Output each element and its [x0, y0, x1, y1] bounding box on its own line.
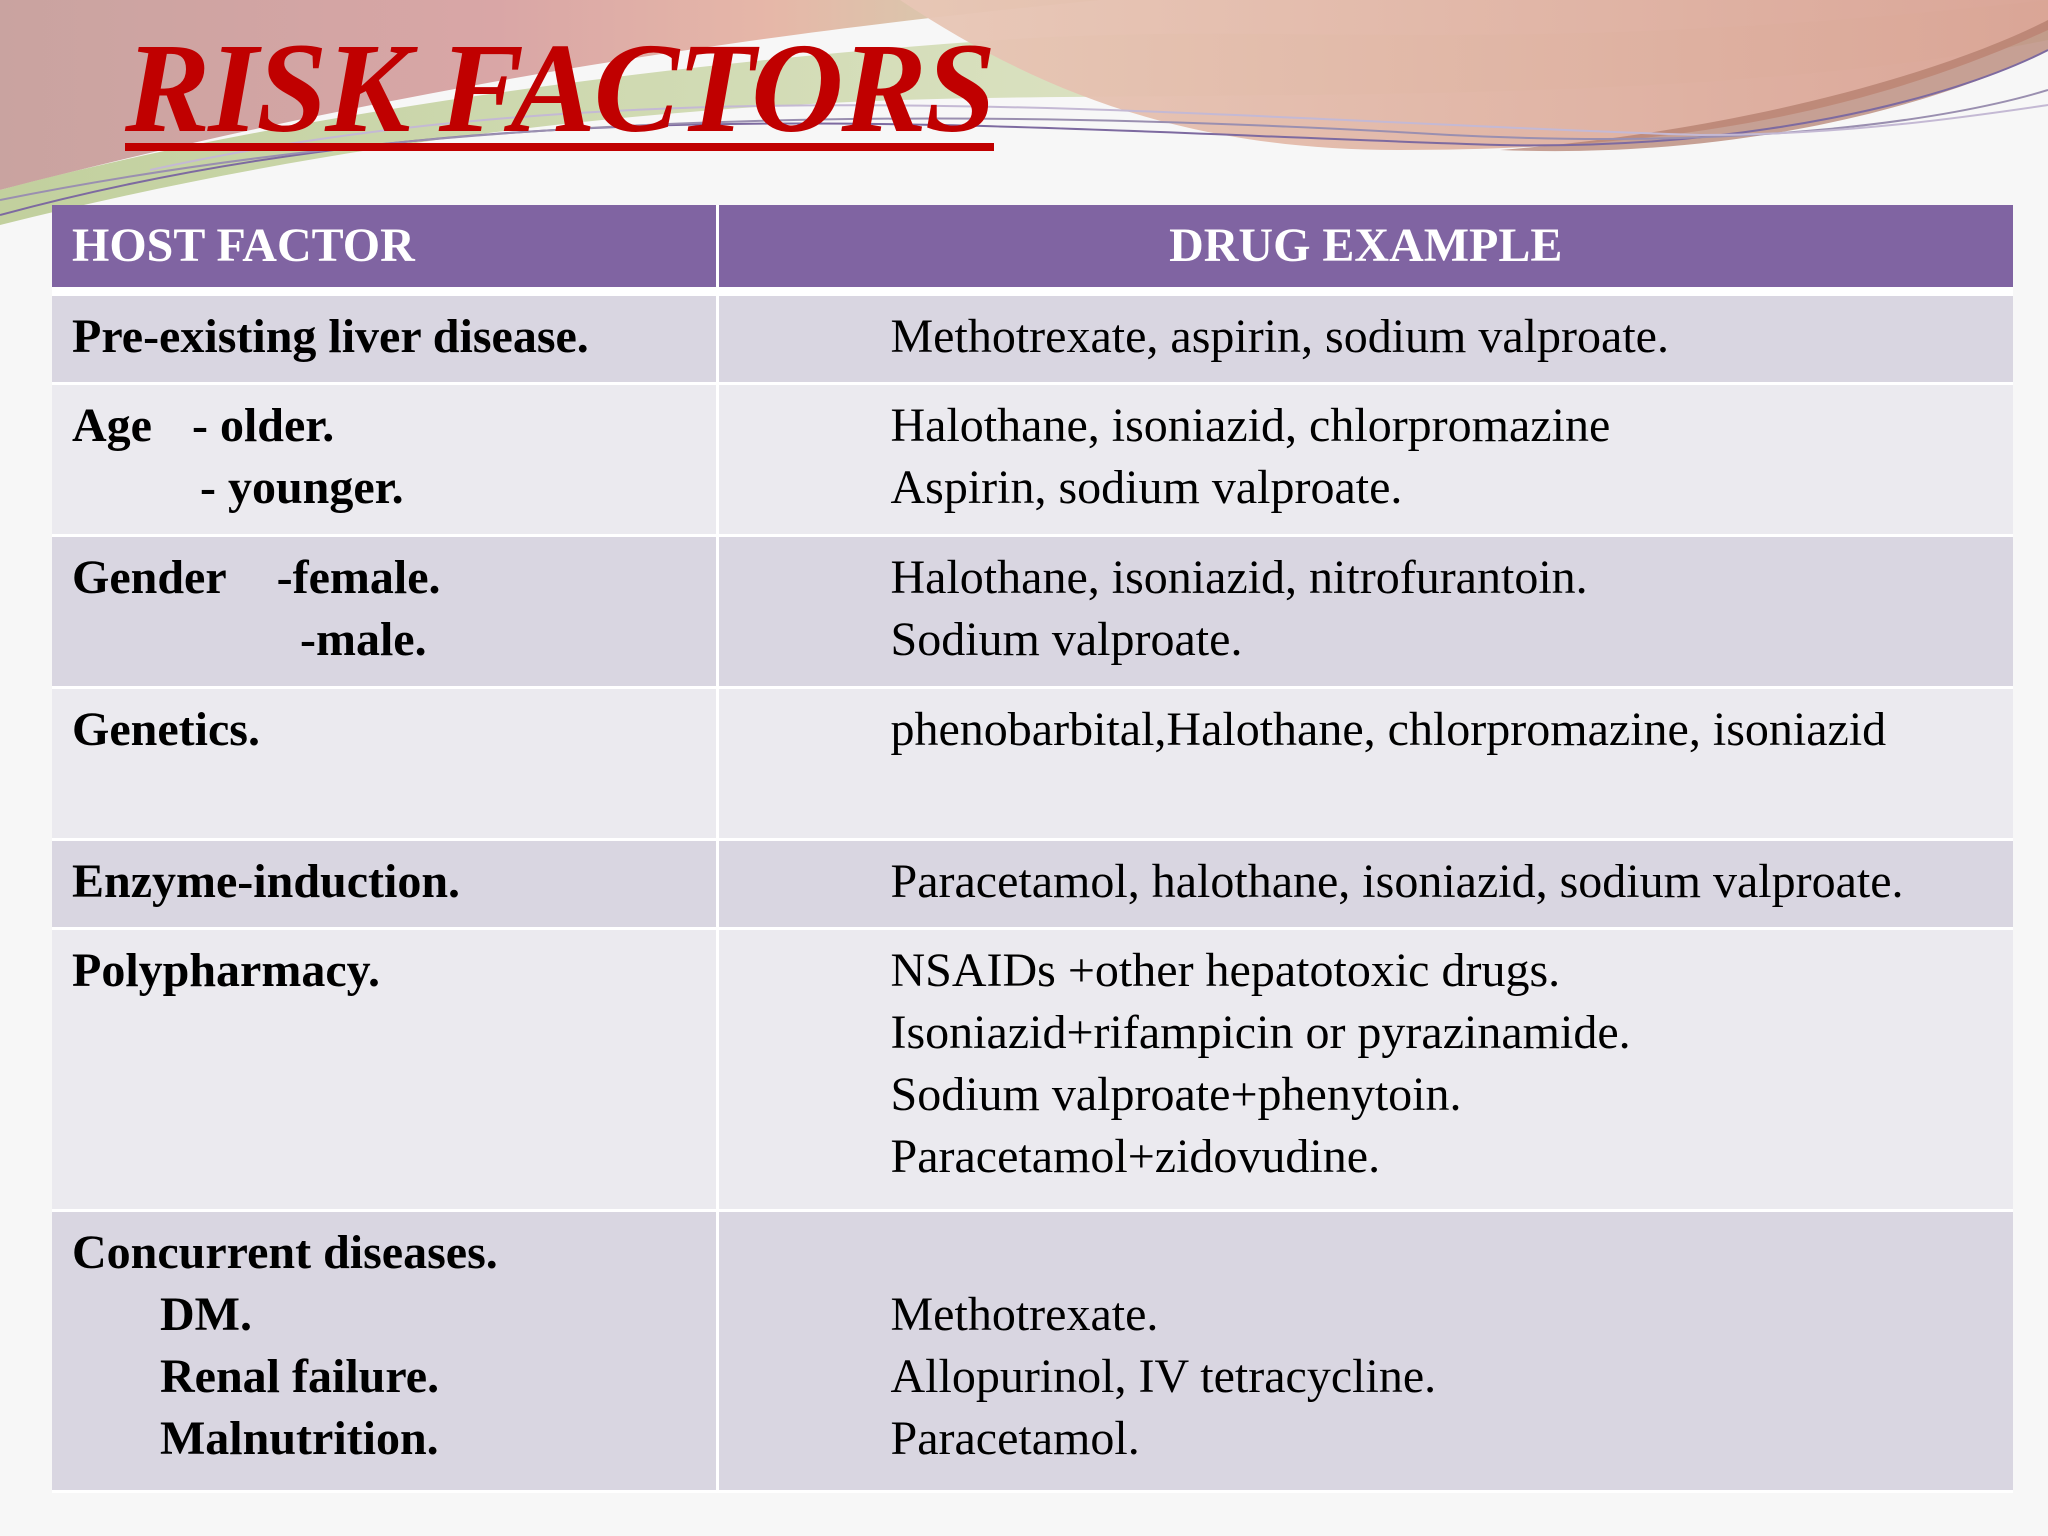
host-factor-label: Gender — [72, 551, 227, 604]
risk-factors-table — [52, 205, 2013, 1493]
drug-example-text: phenobarbital,Halothane, chlorpromazine, isoniazid — [890, 703, 1887, 756]
drug-example-text: Aspirin, sodium valproate. — [890, 461, 1403, 514]
host-factor-cell — [52, 384, 717, 536]
table-row — [52, 384, 2013, 536]
host-factor-subitem: - younger. — [200, 461, 404, 514]
host-factor-subitem: -male. — [300, 613, 427, 666]
header-host-factor: HOST FACTOR — [52, 205, 717, 292]
host-factor-cell — [52, 840, 717, 929]
host-factor-cell — [52, 688, 717, 840]
drug-example-text: Sodium valproate+phenytoin. — [890, 1068, 1462, 1121]
host-factor-cell — [52, 292, 717, 384]
drug-example-text: Paracetamol+zidovudine. — [890, 1130, 1381, 1183]
drug-example-text: Methotrexate. — [890, 1288, 1159, 1341]
drug-example-text: Isoniazid+rifampicin or pyrazinamide. — [890, 1006, 1631, 1059]
table-row — [52, 840, 2013, 929]
host-factor-cell — [52, 536, 717, 688]
slide-title: RISK FACTORS — [125, 17, 994, 159]
drug-example-text: Paracetamol, halothane, isoniazid, sodium valproate. — [890, 855, 1904, 908]
host-factor-text: Pre-existing liver disease. — [72, 310, 589, 363]
table-header-row — [52, 205, 2013, 292]
table-row — [52, 536, 2013, 688]
table-row — [52, 1211, 2013, 1492]
drug-example-cell — [717, 536, 2013, 688]
drug-example-text: Paracetamol. — [890, 1412, 1140, 1465]
host-factor-subitem: DM. — [160, 1288, 252, 1341]
drug-example-cell — [717, 840, 2013, 929]
drug-example-cell — [717, 929, 2013, 1211]
drug-example-text: Methotrexate, aspirin, sodium valproate. — [890, 310, 1669, 363]
drug-example-cell — [717, 1211, 2013, 1492]
host-factor-text: Concurrent diseases. — [72, 1226, 498, 1279]
drug-example-cell — [717, 292, 2013, 384]
drug-example-text: Halothane, isoniazid, nitrofurantoin. — [890, 551, 1588, 604]
host-factor-subitem: - older. — [191, 399, 335, 452]
host-factor-subitem: Malnutrition. — [160, 1412, 439, 1465]
drug-example-text: Sodium valproate. — [890, 613, 1243, 666]
host-factor-subitem: Renal failure. — [160, 1350, 440, 1403]
drug-example-text: Halothane, isoniazid, chlorpromazine — [890, 399, 1611, 452]
host-factor-cell — [52, 1211, 717, 1492]
header-drug-example: DRUG EXAMPLE — [717, 205, 2013, 292]
host-factor-label: Age — [72, 399, 152, 452]
table-row — [52, 929, 2013, 1211]
host-factor-text: Enzyme-induction. — [72, 855, 461, 908]
table-row — [52, 292, 2013, 384]
drug-example-text: NSAIDs +other hepatotoxic drugs. — [890, 944, 1561, 997]
risk-factors-table-container — [52, 205, 2013, 1493]
drug-example-text: Allopurinol, IV tetracycline. — [890, 1350, 1437, 1403]
host-factor-text: Polypharmacy. — [72, 944, 380, 997]
drug-example-cell — [717, 688, 2013, 840]
table-row — [52, 688, 2013, 840]
host-factor-subitem: -female. — [276, 551, 441, 604]
host-factor-text: Genetics. — [72, 703, 260, 756]
drug-example-cell — [717, 384, 2013, 536]
host-factor-cell — [52, 929, 717, 1211]
